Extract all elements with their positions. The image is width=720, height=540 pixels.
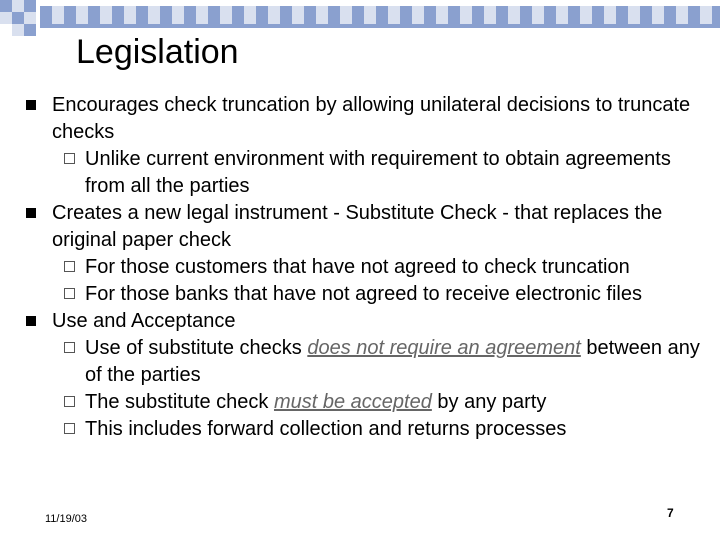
deco-bar <box>40 6 720 24</box>
sub-bullet-text-before: The substitute check <box>85 391 274 413</box>
sub-bullet-item <box>52 416 702 443</box>
sub-bullet-item <box>52 281 702 308</box>
checkbox-bullet-icon <box>64 423 75 434</box>
deco-square <box>12 0 24 12</box>
sub-bullet-text-before: Use of substitute checks <box>85 337 308 359</box>
sub-bullet-item <box>52 254 702 281</box>
sub-bullet-text-after: between any of the parties <box>85 337 700 386</box>
sub-bullet-text: This includes forward collection and returns processes <box>85 418 567 440</box>
slide-body <box>52 92 702 443</box>
bullet-text: Creates a new legal instrument - Substitute Check - that replaces the original paper check <box>52 202 663 251</box>
page-number: 7 <box>667 506 674 520</box>
deco-square <box>24 0 36 12</box>
sub-bullet-item <box>52 335 702 389</box>
bullet-text: Use and Acceptance <box>52 310 236 332</box>
deco-square <box>0 12 12 24</box>
deco-square <box>0 0 12 12</box>
deco-bar <box>40 24 720 28</box>
sub-bullet-text: For those banks that have not agreed to receive electronic files <box>85 283 642 305</box>
bullet-item <box>52 92 702 146</box>
emphasized-text: must be accepted <box>273 391 432 413</box>
checkbox-bullet-icon <box>64 396 75 407</box>
deco-square <box>12 12 24 24</box>
sub-bullet-item <box>52 389 702 416</box>
emphasized-text: does not require an agreement <box>307 337 581 359</box>
checkbox-bullet-icon <box>64 153 75 164</box>
footer-date: 11/19/03 <box>45 513 88 525</box>
bullet-text: Encourages check truncation by allowing unilateral decisions to truncate checks <box>52 94 691 143</box>
square-bullet-icon <box>26 208 36 218</box>
deco-square <box>24 24 36 36</box>
sub-bullet-text: Unlike current environment with requirement to obtain agreements from all the parties <box>85 148 671 197</box>
sub-bullet-text-after: by any party <box>431 391 547 413</box>
bullet-item <box>52 200 702 254</box>
sub-bullet-item <box>52 146 702 200</box>
square-bullet-icon <box>26 100 36 110</box>
checkbox-bullet-icon <box>64 342 75 353</box>
deco-square <box>24 12 36 24</box>
bullet-item <box>52 308 702 335</box>
checkbox-bullet-icon <box>64 261 75 272</box>
sub-bullet-text: For those customers that have not agreed to check truncation <box>85 256 630 278</box>
checkbox-bullet-icon <box>64 288 75 299</box>
deco-square <box>12 24 24 36</box>
square-bullet-icon <box>26 316 36 326</box>
slide-title: Legislation <box>76 33 239 71</box>
